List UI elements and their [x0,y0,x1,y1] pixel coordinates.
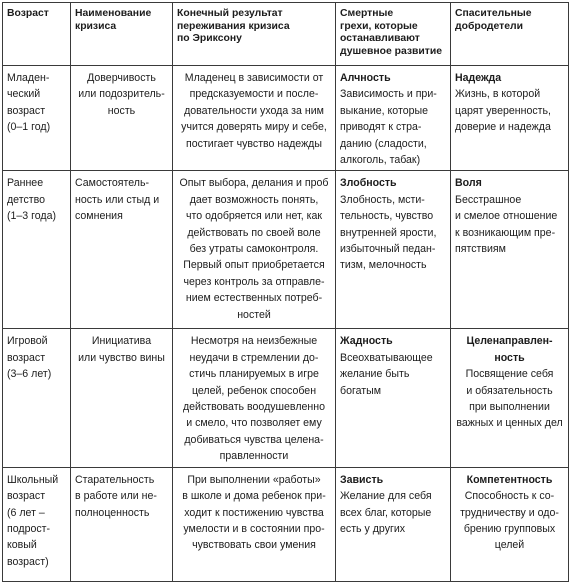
header-result: Конечный результат переживания кризиса по Эриксону [173,3,336,66]
age-cell: Школьный возраст (6 лет – подрост- ковый возраст) [3,467,71,581]
virtue-title: Целенаправлен- ность [466,335,553,364]
sin-cell [336,171,451,329]
sin-text: Зависимость и при- выкание, которые приводят к стра- данию (сладости, алкоголь, табак) [340,88,437,167]
sin-text: Всеохватывающее желание быть богатым [340,351,433,397]
erikson-crisis-table [2,2,569,582]
header-sins: Смертные грехи, которые останавливают душевное развитие [336,3,451,66]
sin-text: Злобность, мсти- тельность, чувство внутренней ярости, избыточный педан- тизм, мелочность [340,193,437,272]
crisis-cell: Инициатива или чувство вины [71,329,173,467]
result-cell: При выполнении «работы» в школе и дома ребенок при- ходит к постижению чувства умелости и в состоянии про- чувствовать свои умения [173,467,336,581]
virtue-text: Способность к со- трудничеству и одо- брению групповых целей [460,490,559,552]
crisis-cell: Старательность в работе или не- полноценность [71,467,173,581]
result-cell: Несмотря на неизбежные неудачи в стремлении до- стичь планируемых в игре целей, ребенок способен действовать воодушевленно и смело, что позволяет ему добиваться чувства целена- правленности [173,329,336,467]
header-virtues: Спасительные добродетели [451,3,569,66]
header-crisis: Наименование кризиса [71,3,173,66]
virtue-cell [451,171,569,329]
virtue-cell [451,329,569,467]
age-cell: Раннее детство (1–3 года) [3,171,71,329]
virtue-title: Компетентность [466,473,553,486]
virtue-cell [451,66,569,171]
sin-text: Желание для себя всех благ, которые есть у других [340,490,432,535]
virtue-text: Посвящение себя и обязательность при выполнении важных и ценных дел [456,368,563,430]
virtue-title: Воля [455,177,482,190]
sin-cell [336,467,451,581]
virtue-text: Жизнь, в которой царят уверенность, доверие и надежда [455,88,551,134]
sin-title: Злобность [340,177,397,190]
header-age: Возраст [3,3,71,66]
table-row [3,329,569,467]
age-cell: Младен- ческий возраст (0–1 год) [3,66,71,171]
age-cell: Игровой возраст (3–6 лет) [3,329,71,467]
header-row [3,3,569,66]
sin-cell [336,66,451,171]
sin-title: Зависть [340,473,384,486]
table-row [3,66,569,171]
sin-cell [336,329,451,467]
result-cell: Младенец в зависимости от предсказуемости и после- довательности ухода за ним учится доверять миру и себе, постигает чувство надежды [173,66,336,171]
virtue-text: Бесстрашное и смелое отношение к возникающим пре- пятствиям [455,193,558,256]
table-row [3,171,569,329]
sin-title: Жадность [340,335,393,348]
crisis-cell: Самостоятель- ность или стыд и сомнения [71,171,173,329]
virtue-cell [451,467,569,581]
virtue-title: Надежда [455,72,502,84]
sin-title: Алчность [340,72,391,84]
table-row [3,467,569,581]
result-cell: Опыт выбора, делания и проб дает возможность понять, что одобряется или нет, как действовать по своей воле без утраты самоконтроля. Первый опыт приобретается через контроль за отправле- нием естественных потреб- ностей [173,171,336,329]
crisis-cell: Доверчивость или подозритель- ность [71,66,173,171]
